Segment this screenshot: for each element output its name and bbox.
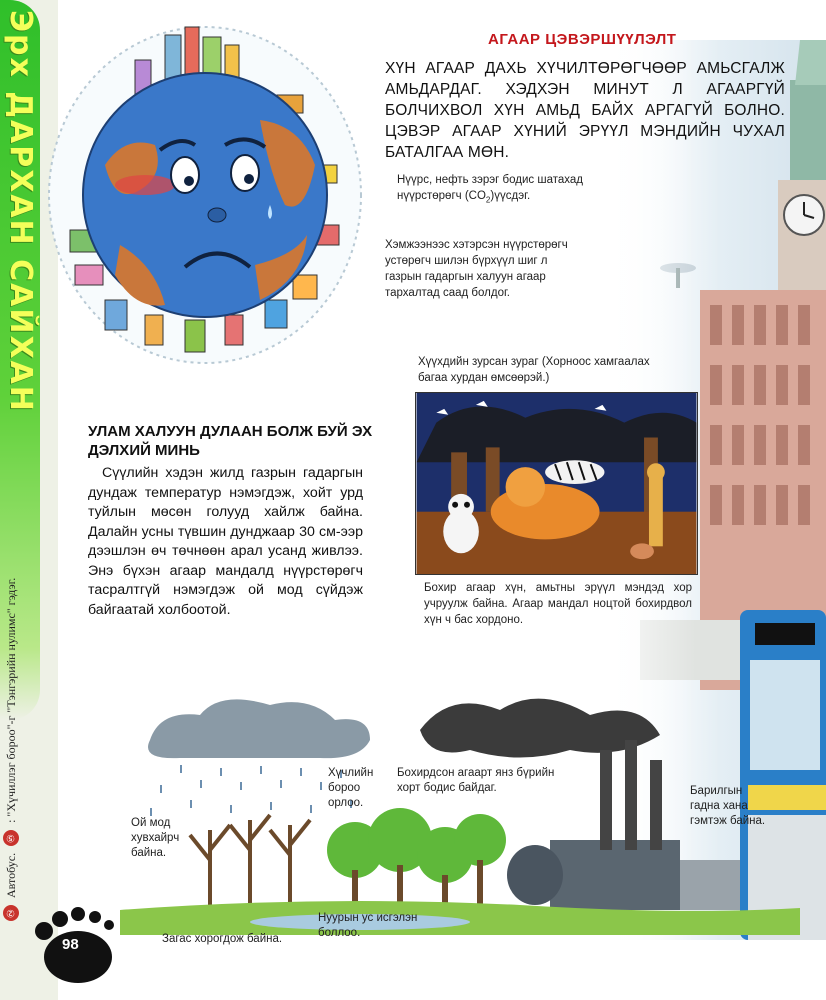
page-number: 98 xyxy=(62,936,79,953)
label-water: Нуурын ус исгэлэн боллоо. xyxy=(318,912,418,939)
section-title: УЛАМ ХАЛУУН ДУЛААН БОЛЖ БУЙ ЭХ ДЭЛХИЙ МИНЬ xyxy=(88,423,373,459)
caption-fuel xyxy=(397,172,587,208)
caption-painting: Хүүхдийн зурсан зураг (Хорноос хамгаалах багаа хурдан өмсөөрэй.) xyxy=(418,356,650,384)
footnote-text: : "Хүчиллэг бороо"-г "Тэнгэрийн нулимс" гэдэг. xyxy=(4,577,18,823)
label-walls: Барилгын гадна хана гэмтэж байна. xyxy=(690,785,766,827)
section-body: Сүүлийн хэдэн жилд газрын гадаргын дундаж температур нэмэгдэж, хойт урд туйлын мөсөн голууд хайлж байна. Далайн усны түвшин дунджаар 30 см-ээр дээшлэн өч төчнөөн арал усанд живлээ. Энэ бүхэн агаар мандалд нүүрстөрөгч тасралтгүй нэмэгдэж ой мод сүйдэж байгаатай холбоотой. xyxy=(88,465,363,618)
caption-dirty-air: Бохир агаар хүн, амьтны эрүүл мэндэд хор учруулж байна. Агаар мандал ноцтой бохирдвол хүн ч бас хордоно. xyxy=(424,582,692,626)
article-intro: ХҮН АГААР ДАХЬ ХҮЧИЛТӨРӨГЧӨӨР АМЬСГАЛЖ АМЬДАРДАГ. ХЭДХЭН МИНУТ Л АГААРГҮЙ БОЛЧИХВОЛ ХҮН АМЬД БАЙХ АРГАГҮЙ БОЛНО. ЦЭВЭР АГААР ХҮНИЙ ЭРҮҮЛ МЭНДИЙН ЧУХАЛ БАТАЛГАА МӨН. xyxy=(385,60,785,161)
footnote-badge-icon: ② xyxy=(3,905,19,921)
caption-fuel-b: )үүсдэг. xyxy=(490,190,531,202)
caption-co2: Хэмжээнээс хэтэрсэн нүүрстөрөгч устөрөгч шилэн бүрхүүл шиг л газрын гадаргын халуун агаар тархалтад саад болдог. xyxy=(385,239,568,299)
caption-fuel-sub: 2 xyxy=(485,195,491,205)
caption-fuel-a: Нүүрс, нефть зэрэг бодис шатахад нүүрстөрөгч (CO xyxy=(397,174,583,202)
childs-painting xyxy=(415,392,698,575)
footnote-badge-icon-2: ⑤ xyxy=(3,830,19,846)
spine-footnote xyxy=(3,445,25,925)
label-fish: Загас хорогдож байна. xyxy=(162,933,283,945)
label-acid-rain: Хүчлийн бороо орлоо. xyxy=(328,767,374,809)
article-title: АГААР ЦЭВЭРШҮҮЛЭЛТ xyxy=(488,31,677,48)
label-forest: Ой мод хувхайрч байна. xyxy=(131,817,180,859)
spine-title: Эрх ДАРХАН САЙХАН xyxy=(3,10,38,413)
footnote-prefix: Автобус. xyxy=(4,852,18,898)
sad-earth-illustration xyxy=(45,15,365,370)
label-toxic: Бохирдсон агаарт янз бүрийн хорт бодис байдаг. xyxy=(397,767,555,794)
